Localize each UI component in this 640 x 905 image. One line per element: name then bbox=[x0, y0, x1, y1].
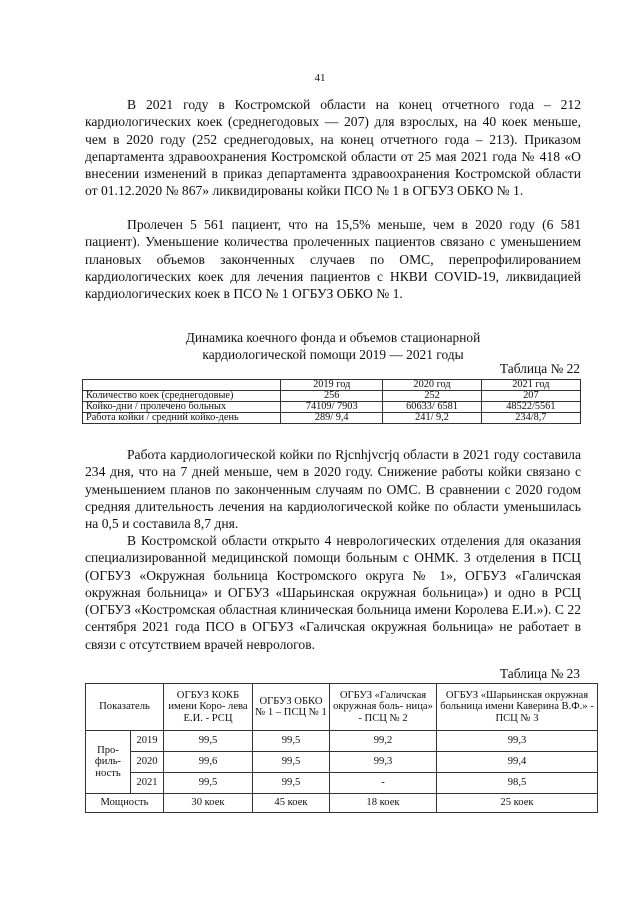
paragraph-bed-work: Работа кардиологической койки по Rjcnhjvcrjq области в 2021 году составила 234 дня, что на 7 дней меньше, чем в 2020 году. Снижение работы койки связано с уменьшением планов по законченным случаям по ОМС. В сравнении с 2020 годом средняя длительность лечения на кардиологической койке по области уменьшилась на 0,5 и составила 8,7 дня. bbox=[85, 447, 581, 532]
table-cell: Работа койки / средний койко-день bbox=[83, 413, 281, 424]
table-header-row bbox=[86, 684, 598, 731]
table-cell: 256 bbox=[281, 391, 383, 402]
paragraph-neurology: В Костромской области открыто 4 неврологических отделения для оказания специализированной медицинской помощи больным с ОНМК. 3 отделения в ПСЦ (ОГБУЗ «Окружная больница Костромского округа № 1», ОГБУЗ «Галичская окружная больница» и ОГБУЗ «Шарьинская окружная больница») и одно в РСЦ (ОГБУЗ «Костромская областная клиническая больница имени Королева Е.И.»). С 22 сентября 2021 года ПСО в ОГБУЗ «Галичская окружная больница» не работает в связи с отсутствием врачей неврологов. bbox=[85, 533, 581, 652]
table-header-cell: ОГБУЗ ОБКО № 1 – ПСЦ № 1 bbox=[253, 684, 330, 731]
table-row bbox=[83, 391, 581, 402]
table-cell: 60633/ 6581 bbox=[383, 402, 481, 413]
profile-label: Про- филь- ность bbox=[86, 731, 131, 794]
table-cell: 99,5 bbox=[253, 773, 330, 794]
paragraph-patients: Пролечен 5 561 пациент, что на 15,5% меньше, чем в 2020 году (6 581 пациент). Уменьшение количества пролеченных пациентов связано с уменьшением плановых объемов законченных случаев по ОМС, перепрофилированием кардиологических коек для лечения пациентов с НКВИ COVID-19, ликвидацией кардиологических коек в ПСО № 1 ОГБУЗ ОБКО № 1. bbox=[85, 217, 581, 302]
table-22-heading bbox=[85, 329, 581, 363]
table-cell: 99,3 bbox=[330, 752, 437, 773]
table-22 bbox=[82, 379, 581, 424]
table-23 bbox=[85, 683, 598, 813]
table-header-cell: Показатель bbox=[86, 684, 164, 731]
table-22-heading-line1: Динамика коечного фонда и объемов стационарной bbox=[185, 330, 481, 345]
table-row bbox=[86, 773, 598, 794]
table-cell: 99,6 bbox=[164, 752, 253, 773]
table-cell: 234/8,7 bbox=[481, 413, 580, 424]
table-header-cell: 2021 год bbox=[481, 380, 580, 391]
table-cell: 99,5 bbox=[164, 773, 253, 794]
table-cell bbox=[83, 380, 281, 391]
table-cell: Койко-дни / пролечено больных bbox=[83, 402, 281, 413]
year-cell: 2020 bbox=[131, 752, 164, 773]
table-cell: 99,5 bbox=[253, 752, 330, 773]
table-row bbox=[83, 413, 581, 424]
table-cell: 98,5 bbox=[437, 773, 598, 794]
table-header-cell: 2020 год bbox=[383, 380, 481, 391]
table-cell: 74109/ 7903 bbox=[281, 402, 383, 413]
table-cell: - bbox=[330, 773, 437, 794]
table-row bbox=[86, 731, 598, 752]
table-cell: 241/ 9,2 bbox=[383, 413, 481, 424]
table-cell: Количество коек (среднегодовые) bbox=[83, 391, 281, 402]
table-cell: 99,2 bbox=[330, 731, 437, 752]
table-header-cell: 2019 год bbox=[281, 380, 383, 391]
table-22-heading-line2: кардиологической помощи 2019 — 2021 годы bbox=[202, 347, 464, 362]
table-cell: 48522/5561 bbox=[481, 402, 580, 413]
table-cell: 30 коек bbox=[164, 794, 253, 813]
table-cell: 99,4 bbox=[437, 752, 598, 773]
capacity-label: Мощность bbox=[86, 794, 164, 813]
table-cell: 252 bbox=[383, 391, 481, 402]
table-22-number: Таблица № 22 bbox=[499, 361, 580, 376]
table-cell: 99,5 bbox=[253, 731, 330, 752]
table-row bbox=[83, 402, 581, 413]
year-cell: 2021 bbox=[131, 773, 164, 794]
table-cell: 18 коек bbox=[330, 794, 437, 813]
table-cell: 207 bbox=[481, 391, 580, 402]
table-cell: 25 коек bbox=[437, 794, 598, 813]
page-number: 41 bbox=[314, 72, 326, 84]
table-cell: 99,5 bbox=[164, 731, 253, 752]
table-cell: 289/ 9,4 bbox=[281, 413, 383, 424]
table-row bbox=[86, 794, 598, 813]
paragraph-beds: В 2021 году в Костромской области на конец отчетного года – 212 кардиологических коек (среднегодовых — 207) для взрослых, на 40 коек меньше, чем в 2020 году (252 среднегодовых, на конец отчетного года – 213). Приказом департамента здравоохранения Костромской области от 25 мая 2021 года № 418 «О внесении изменений в приказ департамента здравоохранения Костромской области от 01.12.2020 № 867» ликвидированы койки ПСО № 1 в ОГБУЗ ОБКО № 1. bbox=[85, 97, 581, 199]
table-header-cell: ОГБУЗ КОКБ имени Коро- лева Е.И. - РСЦ bbox=[164, 684, 253, 731]
table-row bbox=[86, 752, 598, 773]
table-cell: 99,3 bbox=[437, 731, 598, 752]
table-23-number: Таблица № 23 bbox=[499, 666, 580, 681]
table-cell: 45 коек bbox=[253, 794, 330, 813]
table-header-cell: ОГБУЗ «Галичская окружная боль- ница» - ПСЦ № 2 bbox=[330, 684, 437, 731]
table-header-cell: ОГБУЗ «Шарьинская окружная больница имени Каверина В.Ф.» - ПСЦ № 3 bbox=[437, 684, 598, 731]
year-cell: 2019 bbox=[131, 731, 164, 752]
table-row bbox=[83, 380, 581, 391]
